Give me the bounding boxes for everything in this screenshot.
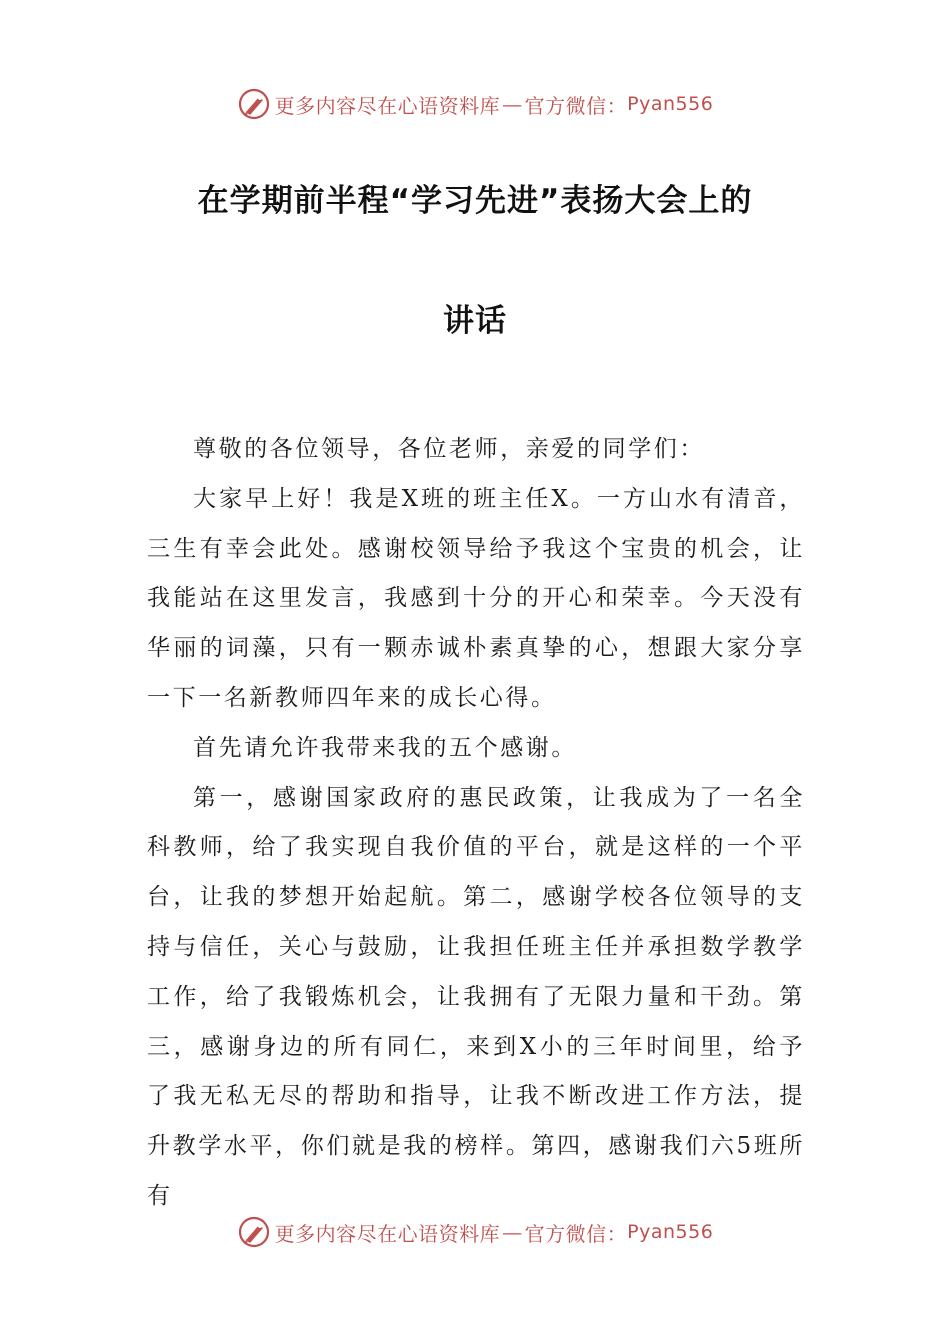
- watermark-brand: 更多内容尽在心语资料库: [274, 93, 501, 118]
- document-title-line2: 讲话: [443, 303, 507, 339]
- watermark-label: 官方微信：: [524, 1221, 628, 1246]
- paragraph-thanks-list: 第一，感谢国家政府的惠民政策，让我成为了一名全科教师，给了我实现自我价值的平台，就是这样的一个平台，让我的梦想开始起航。第二，感谢学校各位领导的支持与信任，关心与鼓励，让我担任班主任并承担数学教学工作，给了我锻炼机会，让我拥有了无限力量和干劲。第三，感谢身边的所有同仁，来到X小的三年时间里，给予了我无私无尽的帮助和指导，让我不断改进工作方法，提升教学水平，你们就是我的榜样。第四，感谢我们六5班所有: [147, 784, 805, 1209]
- watermark-wechat-id: Pyan556: [627, 1221, 714, 1243]
- document-title-line1: 在学期前半程“学习先进”表扬大会上的: [197, 183, 753, 219]
- pen-nib-logo-icon: [237, 1215, 271, 1249]
- header-watermark: [0, 86, 950, 122]
- document-body: [147, 425, 805, 1222]
- paragraph-salutation: 尊敬的各位领导，各位老师，亲爱的同学们：: [193, 436, 705, 462]
- footer-watermark: [0, 1214, 950, 1250]
- paragraph-thanks-intro: 首先请允许我带来我的五个感谢。: [193, 734, 577, 761]
- paragraph-greeting: 大家早上好！我是X班的班主任X。一方山水有清音，三生有幸会此处。感谢校领导给予我这个宝贵的机会，让我能站在这里发言，我感到十分的开心和荣幸。今天没有华丽的词藻，只有一颗赤诚朴素真挚的心，想跟大家分享一下一名新教师四年来的成长心得。: [147, 485, 805, 711]
- pen-nib-logo-icon: [237, 87, 271, 121]
- watermark-brand: 更多内容尽在心语资料库: [274, 1221, 501, 1246]
- watermark-wechat-id: Pyan556: [627, 93, 714, 115]
- watermark-label: 官方微信：: [524, 93, 628, 118]
- watermark-separator: —: [502, 92, 523, 116]
- watermark-separator: —: [502, 1220, 523, 1244]
